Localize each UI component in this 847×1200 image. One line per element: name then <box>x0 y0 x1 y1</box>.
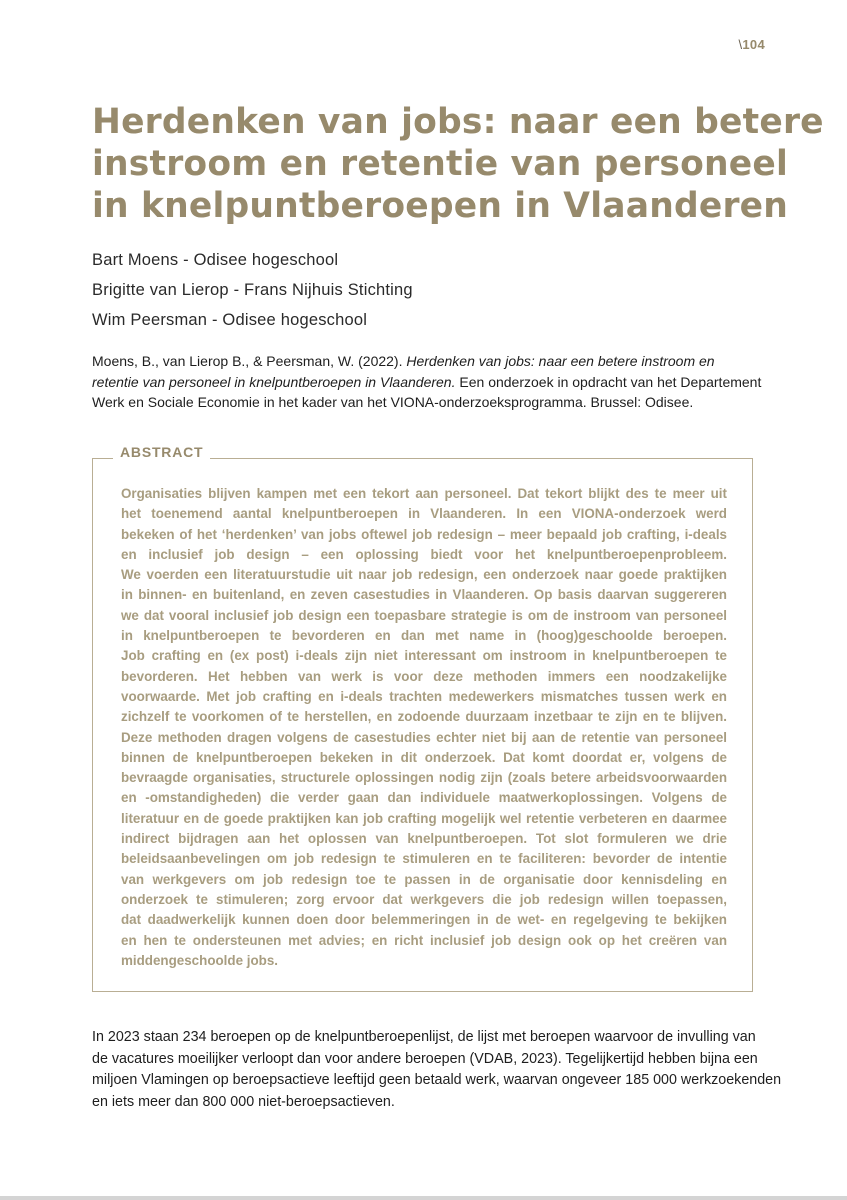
abstract-line: Organisaties blijven kampen met een tekort aan personeel. Dat tekort blijkt des te meer uit <box>121 486 727 501</box>
article-title-line: in knelpuntberoepen in Vlaanderen <box>92 186 789 226</box>
article-title <box>92 101 824 227</box>
abstract-line: het toenemend aantal knelpuntberoepen in Vlaanderen. In een VIONA-onderzoek werd <box>121 506 727 522</box>
abstract-heading: ABSTRACT <box>113 443 210 461</box>
body-line: miljoen Vlamingen op beroepsactieve leeftijd geen betaald werk, waarvan ongeveer 185 000 werkzoekenden <box>92 1072 782 1088</box>
abstract-line: en inclusief job design – een oplossing biedt voor het knelpuntberoepenprobleem. <box>121 546 727 562</box>
article-title-line: instroom en retentie van personeel <box>92 144 789 184</box>
abstract-line: We voerden een literatuurstudie uit naar job redesign, een onderzoek naar goede praktijken <box>121 567 727 583</box>
abstract-line: Deze methoden dragen volgens de casestudies echter niet bij aan de retentie van personeel <box>121 729 727 745</box>
citation-line: Werk en Sociale Economie in het kader van het VIONA-onderzoeksprogramma. Brussel: Odisee. <box>92 394 694 410</box>
body-line: In 2023 staan 234 beroepen op de knelpuntberoepenlijst, de lijst met beroepen waarvoor de invulling van <box>92 1029 756 1045</box>
body-paragraph <box>92 1027 782 1113</box>
abstract-line: zichzelf te voorkomen of te herstellen, en zodoende duurzaam inzetbaar te zijn en te blijven. <box>121 709 727 725</box>
page-number-prefix: \ <box>738 37 743 52</box>
abstract-line: we dat vooral inclusief job design een toepasbare strategie is om de instroom van personeel <box>121 607 727 623</box>
abstract-line: bevraagde organisaties, structurele oplossingen nodig zijn (zoals betere arbeidsvoorwaarden <box>121 770 727 786</box>
abstract-line: bevorderen. Het hebben van werk is voor deze methoden immers een noodzakelijke <box>121 668 727 684</box>
citation-title-part: Herdenken van jobs: naar een betere instroom en <box>406 353 715 369</box>
abstract-line: binnen de knelpuntberoepen bekeken in dit onderzoek. Dat komt doordat er, volgens de <box>121 749 727 765</box>
abstract-line: literatuur en de goede praktijken kan job crafting mogelijk wel retentie verbeteren en daarmee <box>121 810 727 826</box>
page-number-value: 104 <box>742 37 765 52</box>
citation <box>92 351 762 413</box>
abstract-line: in knelpuntberoepen te bevorderen en dan met name in (hoog)geschoolde beroepen. <box>121 628 727 644</box>
citation-publisher-part: Een onderzoek in opdracht van het Departement <box>455 373 762 390</box>
abstract-line: beleidsaanbevelingen om job redesign te stimuleren en te faciliteren: bevorder de intentie <box>121 851 727 867</box>
author-line: Brigitte van Lierop - Frans Nijhuis Stichting <box>92 281 413 299</box>
abstract-line: indirect bijdragen aan het oplossen van knelpuntberoepen. Tot slot formuleren we drie <box>121 831 727 847</box>
abstract-line: Job crafting en (ex post) i-deals zijn niet interessant om instroom in knelpuntberoepen te <box>121 648 727 664</box>
citation-title-part: retentie van personeel in knelpuntberoepen in Vlaanderen. <box>92 373 456 390</box>
page-bottom-edge <box>0 1196 847 1200</box>
abstract-line: middengeschoolde jobs. <box>121 952 278 968</box>
author-list <box>92 250 413 340</box>
abstract-line: en -omstandigheden) die verder gaan dan individuele maatwerkoplossingen. Volgens de <box>121 790 727 806</box>
author-line: Bart Moens - Odisee hogeschool <box>92 251 339 269</box>
abstract-text <box>121 484 727 971</box>
citation-authors: Moens, B., van Lierop B., & Peersman, W. (2022). <box>92 353 407 369</box>
body-line: de vacatures moeilijker verloopt dan voor andere beroepen (VDAB, 2023). Tegelijkertijd hebben bijna een <box>92 1050 758 1067</box>
page-number <box>738 37 765 52</box>
abstract-line: en hen te ondersteunen met advies; en richt inclusief job design ook op het creëren van <box>121 932 727 948</box>
abstract-line: onderzoek te stimuleren; zorg ervoor dat werkgevers die job redesign willen toepassen, <box>121 891 727 907</box>
abstract-line: voorwaarde. Met job crafting en i-deals trachten medewerkers mismatches tussen werk en <box>121 688 727 704</box>
abstract-line: dat daadwerkelijk kunnen doen door belemmeringen in de wet- en regelgeving te bekijken <box>121 912 727 928</box>
abstract-line: van werkgevers om job redesign toe te passen in de organisatie door kennisdeling en <box>121 871 727 887</box>
abstract-line: in binnen- en buitenland, en zeven casestudies in Vlaanderen. Op basis daarvan suggereren <box>121 587 727 603</box>
citation-line <box>92 372 762 393</box>
body-line: en iets meer dan 800 000 niet-beroepsactieven. <box>92 1093 395 1110</box>
citation-line <box>92 351 756 372</box>
article-title-line: Herdenken van jobs: naar een betere <box>92 102 824 142</box>
author-line: Wim Peersman - Odisee hogeschool <box>92 311 368 329</box>
abstract-line: bekeken of het ‘herdenken’ van jobs oftewel job redesign – meer bepaald job crafting, i-deals <box>121 526 727 542</box>
